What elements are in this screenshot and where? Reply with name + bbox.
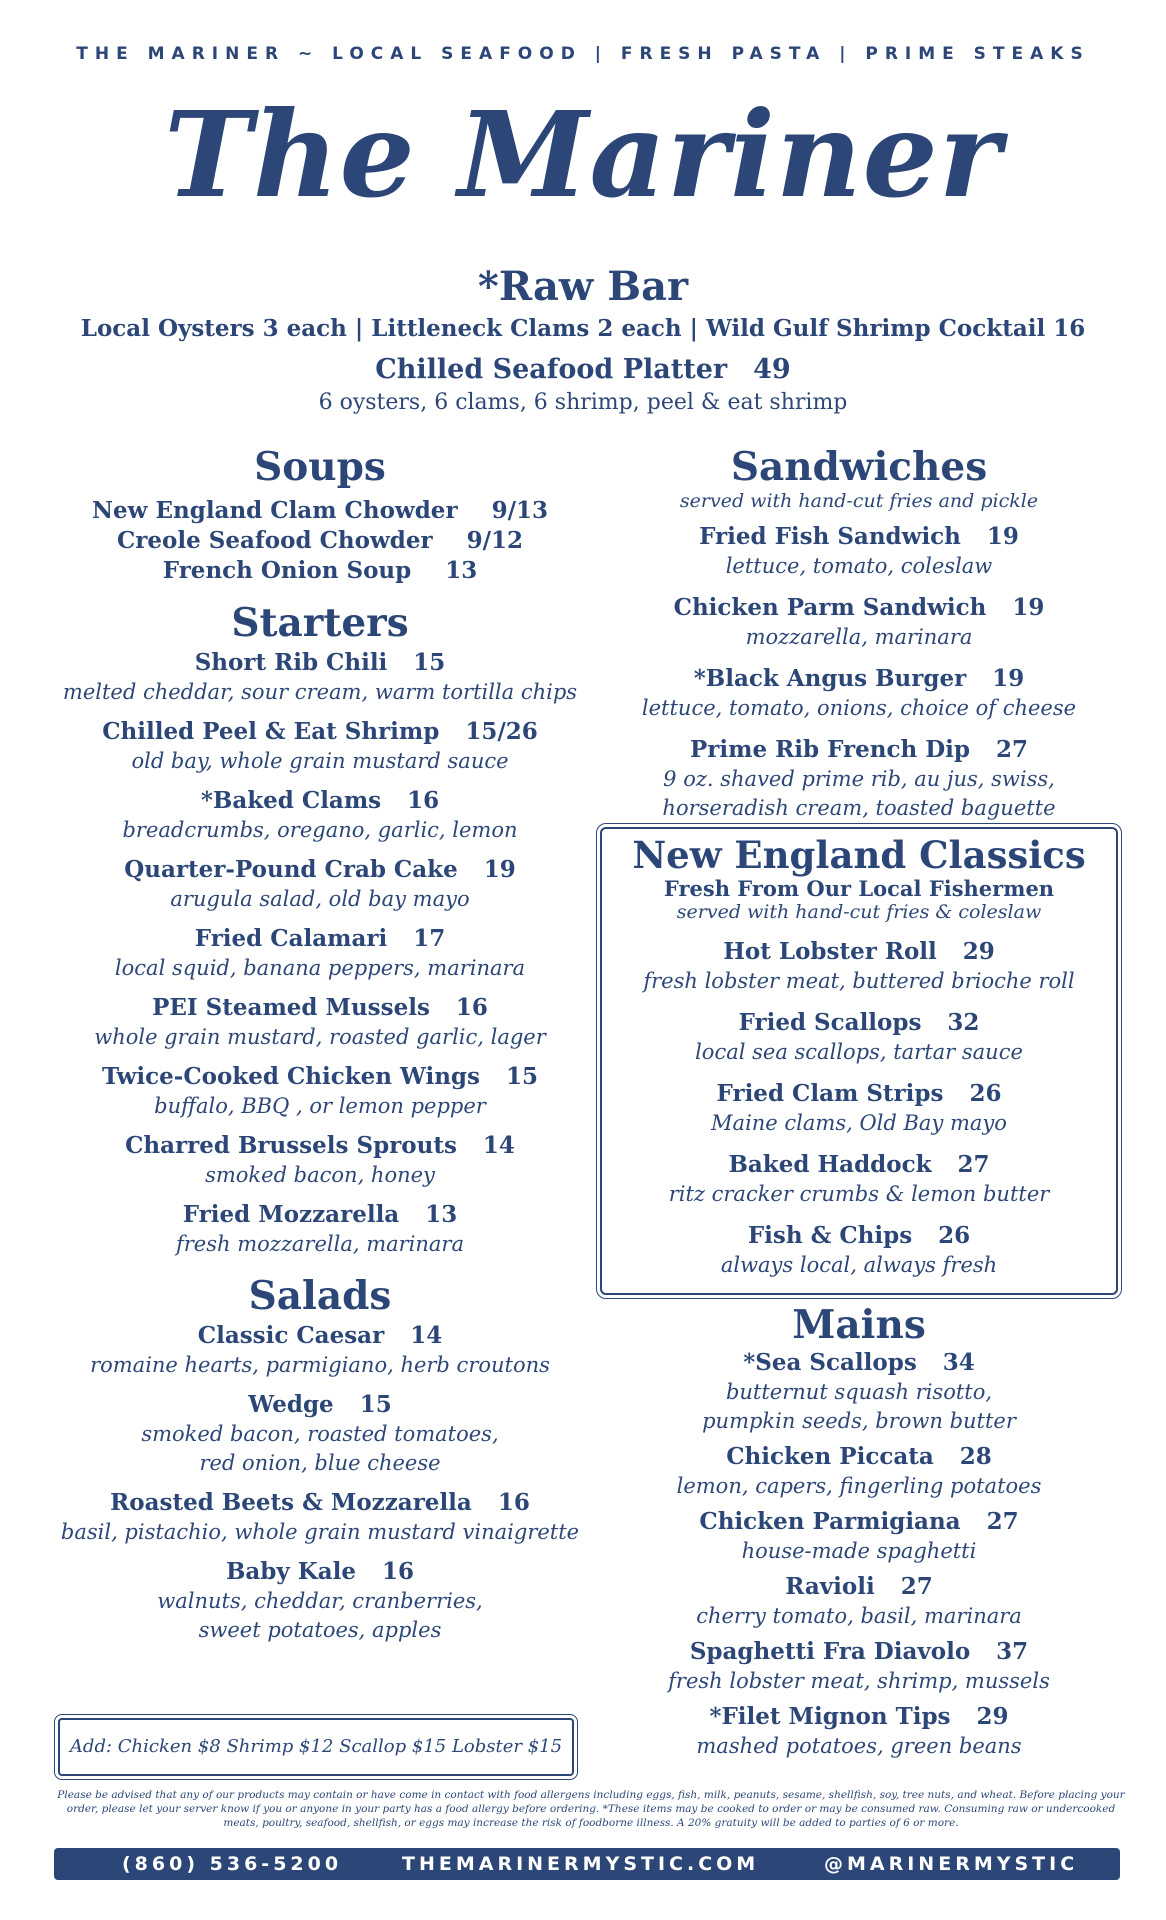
menu-item	[602, 1008, 1116, 1067]
menu-item	[600, 1702, 1118, 1761]
website-link[interactable]: THEMARINERMYSTIC.COM	[402, 1853, 760, 1875]
sandwiches-title: Sandwiches	[730, 444, 988, 490]
item-desc: always local, always fresh	[720, 1253, 998, 1277]
menu-item	[40, 717, 600, 776]
footer-bar	[54, 1848, 1120, 1880]
item-price: 34	[942, 1349, 975, 1376]
item-price: 15	[359, 1391, 392, 1418]
menu-item	[40, 648, 600, 707]
soup-item	[40, 496, 600, 526]
item-price: 26	[938, 1222, 971, 1249]
menu-item	[600, 593, 1118, 652]
item-name: Ravioli	[785, 1573, 875, 1600]
item-name: Short Rib Chili	[194, 649, 388, 676]
item-desc: mashed potatoes, green beans	[696, 1734, 1022, 1758]
item-name: Fried Scallops	[738, 1009, 922, 1036]
item-desc: cherry tomato, basil, marinara	[696, 1604, 1022, 1628]
item-price: 26	[969, 1080, 1002, 1107]
raw-bar-section	[0, 265, 1166, 417]
item-name: Classic Caesar	[197, 1322, 385, 1349]
item-name: *Black Angus Burger	[693, 665, 967, 692]
menu-item	[40, 1390, 600, 1478]
classics-note: served with hand-cut fries & coleslaw	[676, 901, 1042, 923]
item-desc: smoked bacon, roasted tomatoes,	[141, 1422, 499, 1446]
item-price: 19	[483, 856, 516, 883]
menu-item	[602, 937, 1116, 996]
item-name: Wedge	[248, 1391, 334, 1418]
item-desc: Maine clams, Old Bay mayo	[711, 1111, 1007, 1135]
menu-item	[40, 1321, 600, 1380]
item-name: Charred Brussels Sprouts	[125, 1132, 457, 1159]
item-desc: lettuce, tomato, onions, choice of cheese	[641, 696, 1077, 720]
classics-subtitle: Fresh From Our Local Fishermen	[663, 876, 1055, 901]
item-name: Fish & Chips	[747, 1222, 913, 1249]
item-name: French Onion Soup	[162, 557, 412, 584]
item-price: 9/13	[491, 497, 548, 524]
header-tagline: THE MARINER ~ LOCAL SEAFOOD | FRESH PASTA | PRIME STEAKS	[76, 44, 1090, 64]
item-desc: arugula salad, old bay mayo	[170, 887, 470, 911]
item-name: *Sea Scallops	[743, 1349, 917, 1376]
item-desc: romaine hearts, parmigiano, herb croutons	[90, 1353, 550, 1377]
phone-number: (860) 536-5200	[122, 1853, 343, 1875]
item-name: New England Clam Chowder	[92, 497, 458, 524]
menu-item	[40, 993, 600, 1052]
item-name: Roasted Beets & Mozzarella	[110, 1489, 472, 1516]
item-name: Creole Seafood Chowder	[116, 527, 433, 554]
platter-name: Chilled Seafood Platter	[375, 354, 728, 385]
raw-bar-title: *Raw Bar	[477, 263, 689, 310]
platter-desc: 6 oysters, 6 clams, 6 shrimp, peel & eat shrimp	[318, 390, 848, 415]
menu-item	[600, 1507, 1118, 1566]
menu-item	[40, 1557, 600, 1645]
item-name: Fried Calamari	[194, 925, 388, 952]
item-desc: pumpkin seeds, brown butter	[702, 1409, 1016, 1433]
item-desc: local squid, banana peppers, marinara	[114, 956, 526, 980]
item-desc: fresh lobster meat, shrimp, mussels	[668, 1669, 1050, 1693]
item-name: Prime Rib French Dip	[690, 736, 970, 763]
item-price: 28	[959, 1443, 992, 1470]
item-price: 14	[410, 1322, 443, 1349]
item-desc: horseradish cream, toasted baguette	[662, 796, 1056, 820]
soup-item	[40, 556, 600, 586]
item-price: 14	[482, 1132, 515, 1159]
raw-bar-items: Local Oysters 3 each | Littleneck Clams 2 each | Wild Gulf Shrimp Cocktail 16	[80, 315, 1086, 342]
menu-item	[602, 1221, 1116, 1280]
menu-item	[600, 1348, 1118, 1436]
item-name: Hot Lobster Roll	[723, 938, 937, 965]
sandwiches-subtitle: served with hand-cut fries and pickle	[679, 490, 1039, 512]
item-price: 15/26	[465, 718, 538, 745]
item-name: Fried Clam Strips	[716, 1080, 944, 1107]
item-desc: lemon, capers, fingerling potatoes	[676, 1474, 1042, 1498]
item-desc: fresh lobster meat, buttered brioche roll	[643, 969, 1075, 993]
item-price: 27	[957, 1151, 990, 1178]
item-desc: basil, pistachio, whole grain mustard vinaigrette	[60, 1520, 580, 1544]
item-name: Fried Fish Sandwich	[699, 523, 961, 550]
menu-item	[600, 1637, 1118, 1696]
soup-item	[40, 526, 600, 556]
allergen-disclaimer: Please be advised that any of our products may contain or have come in contact with food allergens including eggs, fish, milk, peanuts, sesame, shellfish, soy, tree nuts, and wheat. Before placing your order, please let your server know if you or anyone in your party has a food allergy before ordering. *These items may be cooked to order or may be consumed raw. Consuming raw or undercooked meats, poultry, seafood, shellfish, or eggs may increase the risk of foodborne illness. A 20% gratuity will be added to parties of 6 or more.	[57, 1789, 1125, 1829]
menu-item	[40, 855, 600, 914]
menu-item	[600, 1572, 1118, 1631]
starters-list	[40, 648, 600, 1259]
social-handle[interactable]: @MARINERMYSTIC	[824, 1853, 1079, 1875]
soups-title: Soups	[254, 444, 386, 490]
platter-price: 49	[753, 354, 791, 385]
classics-title: New England Classics	[632, 833, 1086, 877]
item-desc: buffalo, BBQ , or lemon pepper	[154, 1094, 486, 1118]
item-desc: whole grain mustard, roasted garlic, lager	[94, 1025, 546, 1049]
menu-item	[40, 1488, 600, 1547]
item-price: 16	[455, 994, 488, 1021]
item-name: Chilled Peel & Eat Shrimp	[102, 718, 440, 745]
item-price: 16	[497, 1489, 530, 1516]
restaurant-logo: The Mariner	[164, 85, 1002, 224]
item-price: 13	[445, 557, 478, 584]
item-desc: breadcrumbs, oregano, garlic, lemon	[122, 818, 518, 842]
item-price: 27	[986, 1508, 1019, 1535]
item-desc: smoked bacon, honey	[205, 1163, 435, 1187]
item-name: Quarter-Pound Crab Cake	[124, 856, 458, 883]
item-price: 19	[1012, 594, 1045, 621]
menu-item	[40, 1062, 600, 1121]
item-desc: sweet potatoes, apples	[198, 1618, 442, 1642]
salads-list	[40, 1321, 600, 1645]
menu-item	[40, 786, 600, 845]
item-desc: old bay, whole grain mustard sauce	[131, 749, 509, 773]
item-desc: melted cheddar, sour cream, warm tortilla chips	[62, 680, 578, 704]
soups-list	[40, 496, 600, 586]
item-price: 9/12	[466, 527, 523, 554]
item-desc: house-made spaghetti	[741, 1539, 977, 1563]
item-name: PEI Steamed Mussels	[152, 994, 430, 1021]
item-price: 13	[425, 1201, 458, 1228]
item-name: Chicken Parmigiana	[699, 1508, 961, 1535]
item-name: Spaghetti Fra Diavolo	[689, 1638, 971, 1665]
platter-item	[0, 351, 1166, 389]
item-name: Baby Kale	[225, 1558, 357, 1585]
item-desc: walnuts, cheddar, cranberries,	[157, 1589, 483, 1613]
item-name: Chicken Parm Sandwich	[673, 594, 987, 621]
item-price: 37	[996, 1638, 1029, 1665]
menu-item	[40, 924, 600, 983]
item-desc: butternut squash risotto,	[725, 1380, 993, 1404]
left-column	[40, 444, 600, 1645]
menu-item	[602, 1150, 1116, 1209]
item-desc: mozzarella, marinara	[745, 625, 973, 649]
item-price: 16	[382, 1558, 415, 1585]
menu-item	[40, 1200, 600, 1259]
menu-item	[600, 522, 1118, 581]
item-name: Chicken Piccata	[726, 1443, 934, 1470]
item-price: 15	[505, 1063, 538, 1090]
item-name: Twice-Cooked Chicken Wings	[102, 1063, 480, 1090]
item-name: Fried Mozzarella	[182, 1201, 400, 1228]
item-price: 27	[995, 736, 1028, 763]
item-price: 29	[976, 1703, 1009, 1730]
item-price: 16	[407, 787, 440, 814]
menu-item	[600, 664, 1118, 723]
mains-section	[600, 1302, 1118, 1761]
menu-item	[40, 1131, 600, 1190]
menu-item	[600, 1442, 1118, 1501]
add-protein-box: Add: Chicken $8 Shrimp $12 Scallop $15 Lobster $15	[58, 1718, 574, 1776]
item-desc: 9 oz. shaved prime rib, au jus, swiss,	[663, 767, 1055, 791]
item-name: *Filet Mignon Tips	[709, 1703, 951, 1730]
item-price: 27	[900, 1573, 933, 1600]
item-price: 32	[947, 1009, 980, 1036]
new-england-classics-box	[600, 827, 1118, 1295]
menu-item	[600, 735, 1118, 823]
item-desc: ritz cracker crumbs & lemon butter	[668, 1182, 1050, 1206]
item-price: 19	[986, 523, 1019, 550]
item-name: Baked Haddock	[728, 1151, 932, 1178]
item-price: 29	[962, 938, 995, 965]
salads-title: Salads	[248, 1273, 392, 1319]
item-desc: red onion, blue cheese	[199, 1451, 441, 1475]
item-price: 17	[413, 925, 446, 952]
item-desc: local sea scallops, tartar sauce	[695, 1040, 1023, 1064]
item-name: *Baked Clams	[200, 787, 382, 814]
item-price: 19	[992, 665, 1025, 692]
menu-item	[602, 1079, 1116, 1138]
item-price: 15	[413, 649, 446, 676]
starters-title: Starters	[231, 600, 409, 646]
sandwiches-section	[600, 444, 1118, 823]
item-desc: lettuce, tomato, coleslaw	[725, 554, 993, 578]
item-desc: fresh mozzarella, marinara	[176, 1232, 464, 1256]
mains-title: Mains	[792, 1302, 926, 1348]
